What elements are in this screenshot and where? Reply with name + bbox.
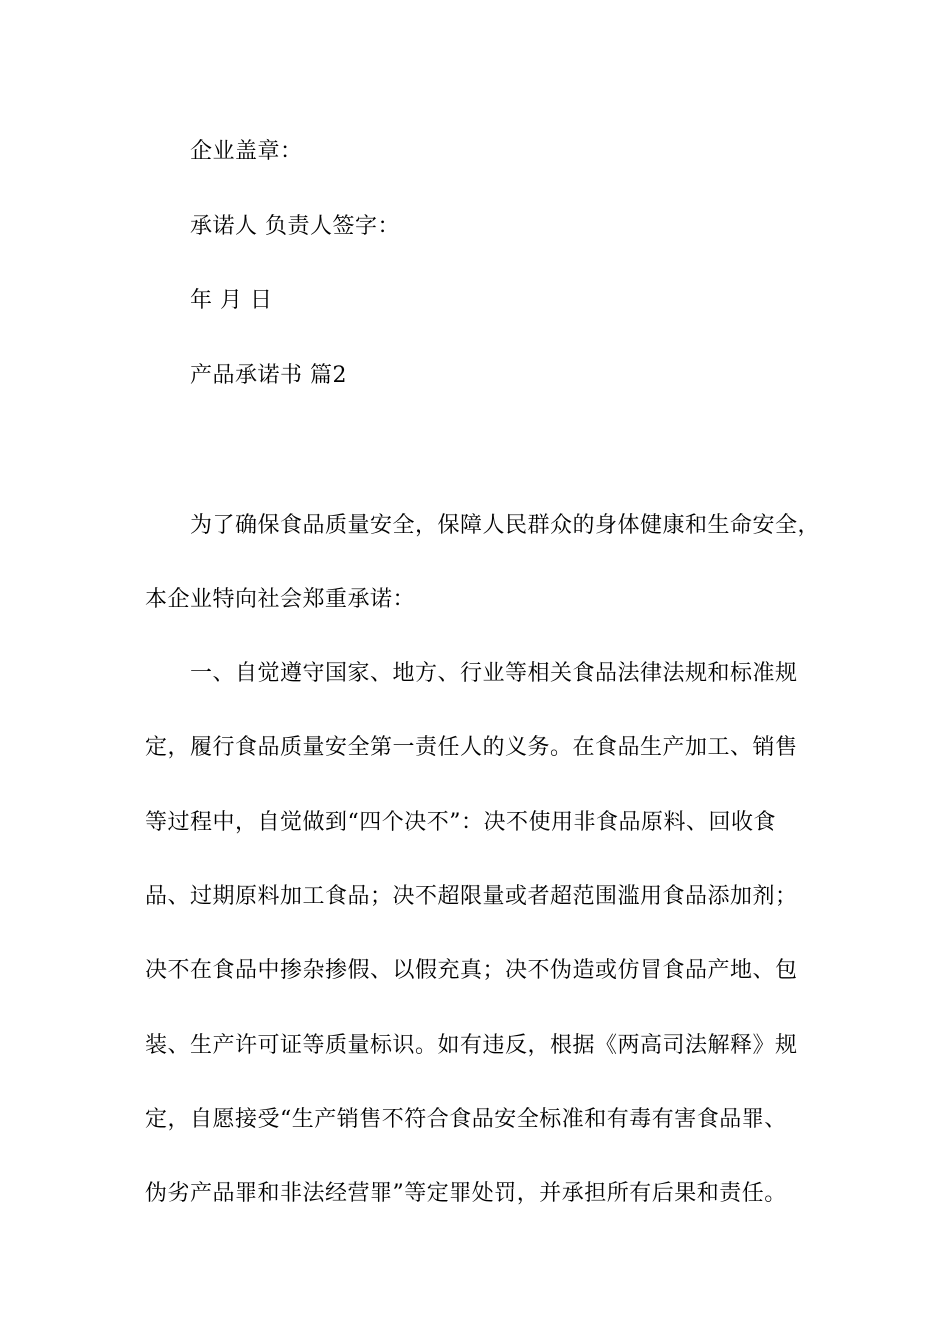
- paragraph2-line: 定，自愿接受“生产销售不符合食品安全标准和有毒有害食品罪、: [145, 1107, 787, 1132]
- section-title: 产品承诺书 篇2: [190, 363, 347, 388]
- seal-label: 企业盖章：: [190, 139, 303, 164]
- paragraph1-line: 为了确保食品质量安全，保障人民群众的身体健康和生命安全，: [190, 513, 821, 538]
- paragraph1-line: 本企业特向社会郑重承诺：: [145, 587, 416, 612]
- date-label: 年 月 日: [190, 288, 273, 313]
- paragraph2-line: 等过程中，自觉做到“四个决不”：决不使用非食品原料、回收食: [145, 810, 776, 835]
- paragraph2-line: 品、过期原料加工食品；决不超限量或者超范围滥用食品添加剂；: [145, 884, 798, 909]
- paragraph2-line: 一、自觉遵守国家、地方、行业等相关食品法律法规和标准规: [190, 661, 798, 686]
- paragraph2-line: 装、生产许可证等质量标识。如有违反，根据《两高司法解释》规: [145, 1033, 798, 1058]
- paragraph2-line: 定，履行食品质量安全第一责任人的义务。在食品生产加工、销售: [145, 735, 798, 760]
- paragraph2-line: 决不在食品中掺杂掺假、以假充真；决不伪造或仿冒食品产地、包: [145, 958, 798, 983]
- paragraph2-line: 伪劣产品罪和非法经营罪”等定罪处罚，并承担所有后果和责任。: [145, 1181, 787, 1206]
- signer-label: 承诺人 负责人签字：: [190, 214, 400, 239]
